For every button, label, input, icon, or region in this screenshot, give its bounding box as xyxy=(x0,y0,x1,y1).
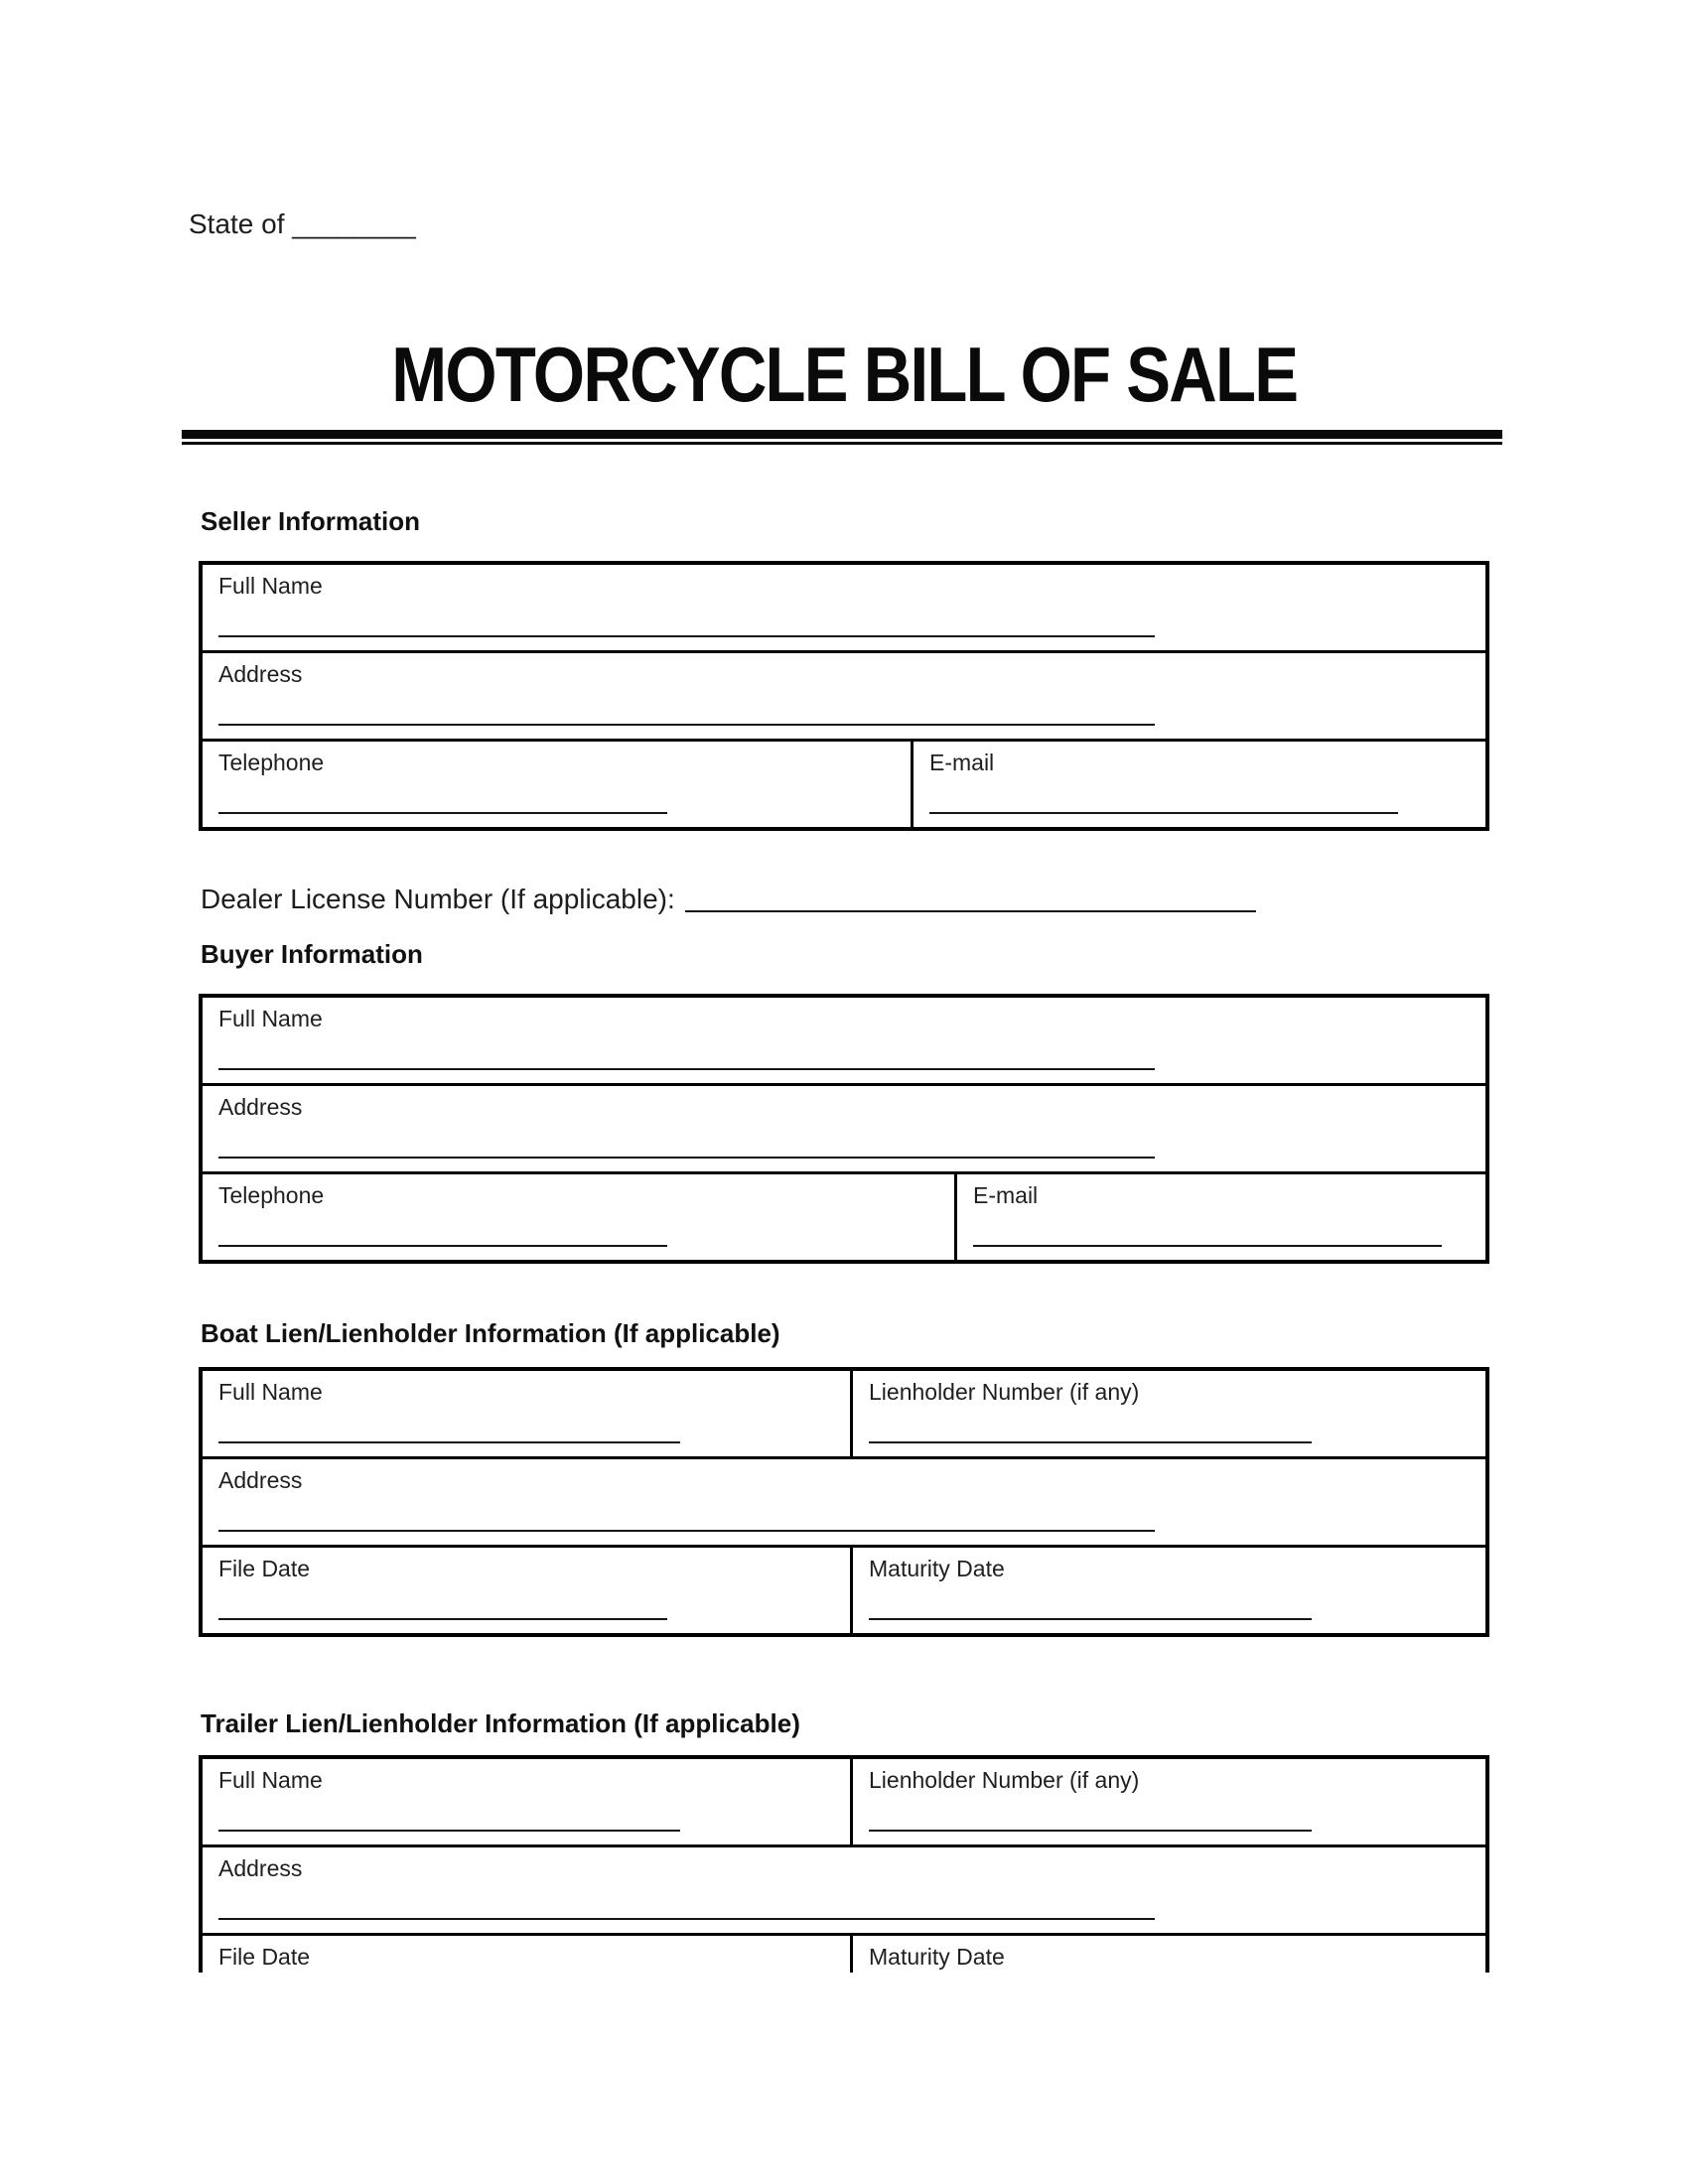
blank-line xyxy=(218,1441,680,1443)
buyer-email-label: E-mail xyxy=(973,1182,1039,1208)
seller-full-name-row xyxy=(203,565,1485,650)
boat-lien-name-row xyxy=(203,1371,1485,1456)
trailer-lien-address-label: Address xyxy=(218,1855,303,1881)
boat-lien-section-heading: Boat Lien/Lienholder Information (If applicable) xyxy=(201,1318,780,1348)
trailer-lien-address-cell xyxy=(203,1847,1485,1933)
blank-line xyxy=(218,812,667,814)
trailer-lien-maturity-date-cell xyxy=(850,1936,1485,1973)
boat-lien-full-name-cell xyxy=(203,1371,850,1456)
blank-line xyxy=(869,1830,1312,1832)
buyer-info-table xyxy=(199,994,1489,1264)
blank-line xyxy=(218,1618,667,1620)
buyer-full-name-row xyxy=(203,998,1485,1083)
trailer-lienholder-number-cell xyxy=(850,1759,1485,1844)
trailer-lien-dates-row xyxy=(203,1933,1485,1973)
buyer-address-label: Address xyxy=(218,1094,303,1120)
trailer-lien-full-name-cell xyxy=(203,1759,850,1844)
dealer-license-label: Dealer License Number (If applicable): xyxy=(201,884,675,914)
boat-lienholder-number-label: Lienholder Number (if any) xyxy=(869,1379,1140,1405)
seller-full-name-cell xyxy=(203,565,1485,650)
buyer-telephone-label: Telephone xyxy=(218,1182,325,1208)
blank-line xyxy=(218,724,1155,726)
boat-lien-file-date-cell xyxy=(203,1548,850,1633)
seller-full-name-label: Full Name xyxy=(218,573,323,599)
blank-line xyxy=(218,1157,1155,1159)
blank-line xyxy=(869,1618,1312,1620)
boat-lien-table xyxy=(199,1367,1489,1637)
blank-line xyxy=(685,910,1256,912)
seller-email-cell xyxy=(911,742,1485,827)
title-rule-thick-line xyxy=(182,430,1502,439)
buyer-address-row xyxy=(203,1083,1485,1171)
state-of-line: State of ________ xyxy=(189,208,416,239)
seller-telephone-cell xyxy=(203,742,911,827)
trailer-lien-name-row xyxy=(203,1759,1485,1844)
boat-lien-dates-row xyxy=(203,1545,1485,1633)
blank-line xyxy=(869,1441,1312,1443)
blank-line xyxy=(218,1918,1155,1920)
buyer-contact-row xyxy=(203,1171,1485,1260)
boat-lienholder-number-cell xyxy=(850,1371,1485,1456)
buyer-section-heading: Buyer Information xyxy=(201,939,423,969)
blank-line xyxy=(218,1245,667,1247)
blank-line xyxy=(218,1530,1155,1532)
trailer-lien-file-date-label: File Date xyxy=(218,1944,311,1970)
boat-lien-file-date-label: File Date xyxy=(218,1556,311,1581)
trailer-lienholder-number-label: Lienholder Number (if any) xyxy=(869,1767,1140,1793)
buyer-telephone-cell xyxy=(203,1174,954,1260)
title-rule-thin-line xyxy=(182,442,1502,445)
seller-contact-row xyxy=(203,739,1485,827)
boat-lien-address-label: Address xyxy=(218,1467,303,1493)
boat-lien-full-name-label: Full Name xyxy=(218,1379,323,1405)
trailer-lien-file-date-cell xyxy=(203,1936,850,1973)
blank-line xyxy=(929,812,1398,814)
title-divider-rule xyxy=(182,430,1502,445)
boat-lien-maturity-date-label: Maturity Date xyxy=(869,1556,1005,1581)
boat-lien-maturity-date-cell xyxy=(850,1548,1485,1633)
trailer-lien-address-row xyxy=(203,1844,1485,1933)
boat-lien-address-row xyxy=(203,1456,1485,1545)
seller-address-cell xyxy=(203,653,1485,739)
buyer-email-cell xyxy=(954,1174,1485,1260)
blank-line xyxy=(218,635,1155,637)
seller-address-label: Address xyxy=(218,661,303,687)
document-title-wrap xyxy=(189,331,1499,418)
seller-telephone-label: Telephone xyxy=(218,750,325,775)
trailer-lien-table xyxy=(199,1755,1489,1973)
seller-section-heading: Seller Information xyxy=(201,506,421,536)
boat-lien-address-cell xyxy=(203,1459,1485,1545)
document-title: MOTORCYCLE BILL OF SALE xyxy=(390,331,1298,418)
trailer-lien-section-heading: Trailer Lien/Lienholder Information (If applicable) xyxy=(201,1708,800,1738)
blank-line xyxy=(218,1830,680,1832)
buyer-full-name-cell xyxy=(203,998,1485,1083)
buyer-full-name-label: Full Name xyxy=(218,1006,323,1031)
seller-info-table xyxy=(199,561,1489,831)
trailer-lien-maturity-date-label: Maturity Date xyxy=(869,1944,1005,1970)
blank-line xyxy=(973,1245,1442,1247)
seller-address-row xyxy=(203,650,1485,739)
blank-line xyxy=(218,1068,1155,1070)
trailer-lien-full-name-label: Full Name xyxy=(218,1767,323,1793)
dealer-license-line xyxy=(201,884,1256,915)
seller-email-label: E-mail xyxy=(929,750,995,775)
buyer-address-cell xyxy=(203,1086,1485,1171)
